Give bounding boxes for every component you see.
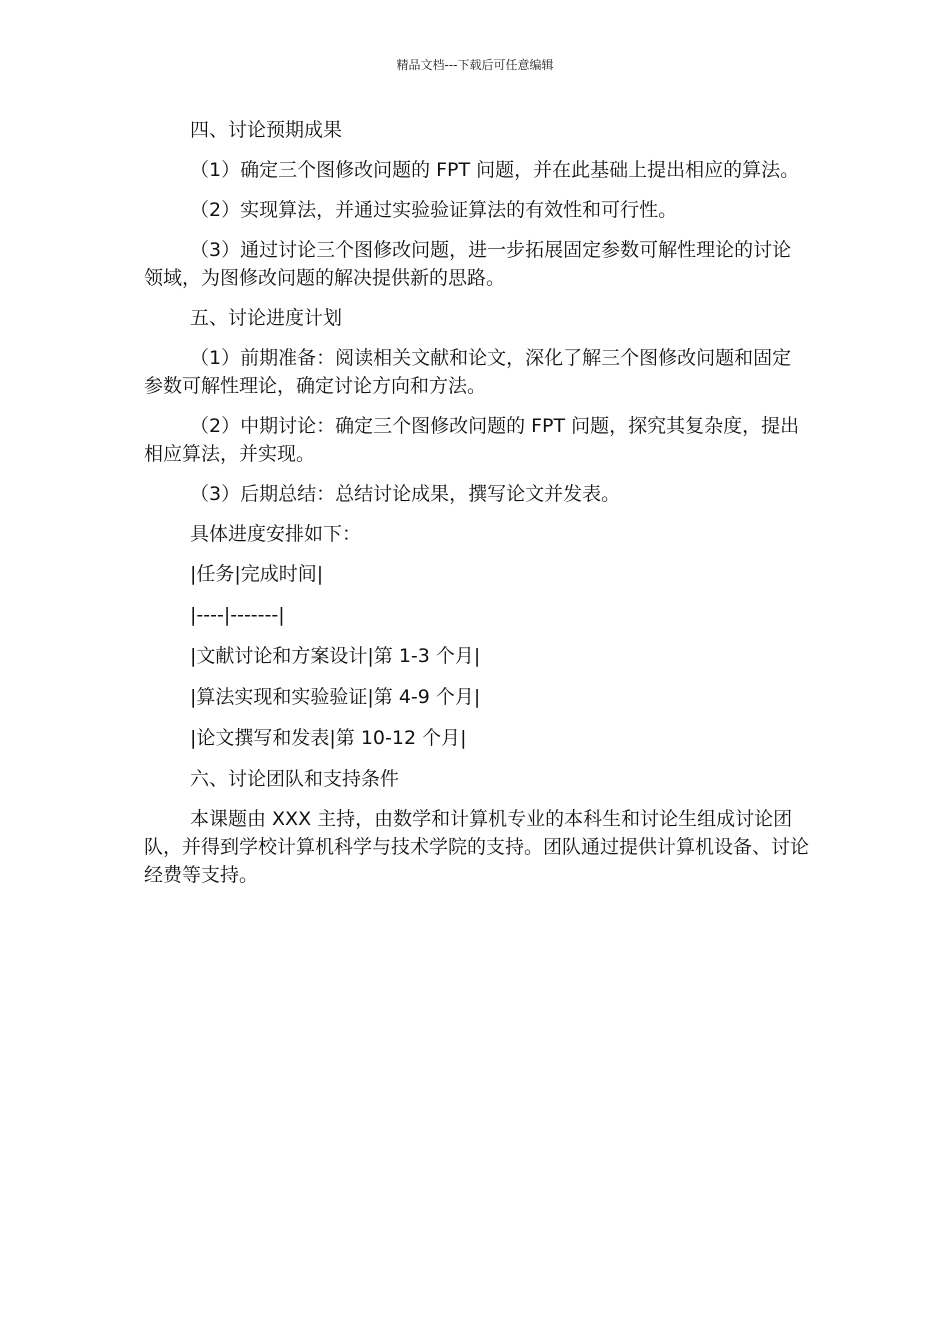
section-4-heading: 四、讨论预期成果: [190, 119, 343, 141]
schedule-row: |文献讨论和方案设计|第 1-3 个月|: [190, 645, 481, 667]
section-4-item-1: （1）确定三个图修改问题的 FPT 问题，并在此基础上提出相应的算法。: [190, 159, 800, 181]
section-5-item-1: （1）前期准备：阅读相关文献和论文，深化了解三个图修改问题和固定参数可解性理论，确定讨论方向和方法。: [144, 347, 792, 397]
section-4-item-3: （3）通过讨论三个图修改问题，进一步拓展固定参数可解性理论的讨论领域，为图修改问题的解决提供新的思路。: [144, 239, 792, 289]
section-5-heading: 五、讨论进度计划: [190, 307, 343, 329]
section-5-item-3: （3）后期总结：总结讨论成果，撰写论文并发表。: [190, 483, 621, 505]
section-6-body: 本课题由 XXX 主持，由数学和计算机专业的本科生和讨论生组成讨论团队，并得到学校计算机科学与技术学院的支持。团队通过提供计算机设备、讨论经费等支持。: [144, 808, 810, 886]
section-6-heading: 六、讨论团队和支持条件: [190, 768, 400, 790]
schedule-row: |----|-------|: [190, 604, 285, 626]
schedule-row: |论文撰写和发表|第 10-12 个月|: [190, 727, 467, 749]
schedule-row: |任务|完成时间|: [190, 563, 324, 585]
schedule-intro: 具体进度安排如下：: [190, 523, 362, 545]
page-header: 精品文档---下载后可任意编辑: [396, 58, 554, 72]
document-body: [144, 116, 810, 901]
section-4-item-2: （2）实现算法，并通过实验验证算法的有效性和可行性。: [190, 199, 678, 221]
section-5-item-2: （2）中期讨论：确定三个图修改问题的 FPT 问题，探究其复杂度，提出相应算法，并实现。: [144, 415, 800, 465]
schedule-row: |算法实现和实验验证|第 4-9 个月|: [190, 686, 481, 708]
